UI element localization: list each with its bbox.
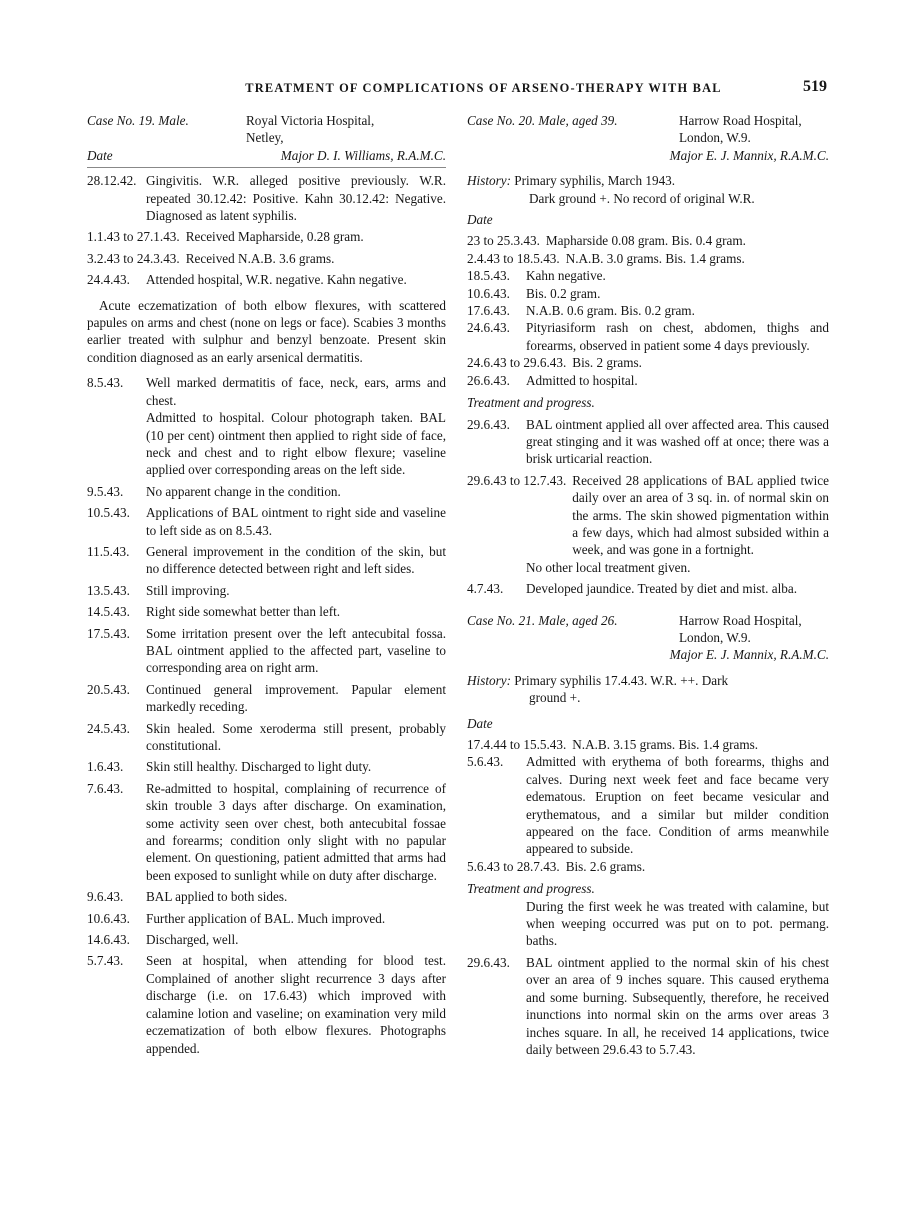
case20-label: Case No. 20. Male, aged 39. <box>467 113 618 128</box>
left-column <box>87 112 446 1057</box>
case21-history-cont: ground +. <box>529 690 581 706</box>
case19-entry: 10.6.43. Further application of BAL. Much improved. <box>87 910 386 926</box>
case19-entry: 7.6.43. Re-admitted to hospital, complaining of recurrence of skin trouble 3 days after discharge. On examination, some activity seen over chest, both antecubital fossae and forearms; condition only slight with no papular element. On questioning, patient admitted that arms had been exposed to sunlight while on duty after discharge. <box>87 780 446 883</box>
case21-label: Case No. 21. Male, aged 26. <box>467 612 618 628</box>
case20-entry-cont: No other local treatment given. <box>526 559 691 575</box>
case21-entries-a <box>467 736 829 875</box>
case20-officer: Major E. J. Mannix, R.A.M.C. <box>669 147 829 163</box>
case21-entries-b <box>467 954 829 1058</box>
running-head <box>0 80 907 100</box>
case19-entry: 14.5.43. Right side somewhat better than left. <box>87 604 341 620</box>
case19-entry: 3.2.43 to 24.3.43. Received N.A.B. 3.6 grams. <box>87 250 335 266</box>
case21-entry: 5.6.43 to 28.7.43. Bis. 2.6 grams. <box>467 858 646 874</box>
case21-treatment-heading: Treatment and progress. <box>467 881 595 897</box>
case20-entry: 29.6.43. BAL ointment applied all over affected area. This caused great stinging and it was washed off at once; there was a brisk urticarial reaction. <box>467 416 829 467</box>
case20-header <box>467 112 829 164</box>
case20-history: History: Primary syphilis, March 1943. <box>467 173 676 189</box>
case19-entry: 13.5.43. Still improving. <box>87 582 230 598</box>
case19-entry: 24.5.43. Skin healed. Some xeroderma still present, probably constitutional. <box>87 720 446 753</box>
page-number: 519 <box>803 78 827 95</box>
case19-entry: 9.6.43. BAL applied to both sides. <box>87 889 288 905</box>
divider <box>87 167 446 168</box>
case19-summary-paragraph: Acute eczematization of both elbow flexures, with scattered papules on arms and chest (none on legs or face). Scabies 3 months earlier treated with sulphur and benzyl benzoate. Present skin condition diagnosed as an early arsenical dermatitis. <box>87 297 446 365</box>
case19-entry: 5.7.43. Seen at hospital, when attending for blood test. Complained of another slight recurrence 3 days after discharge (i.e. on 17.6.43) which improved with calamine lotion and vaseline; on examination very mild eczematization of both elbow flexures. Photographs appended. <box>87 953 446 1056</box>
case21-treatment-text: During the first week he was treated with calamine, but when weeping occurred was put on to pot. permang. baths. <box>526 898 829 949</box>
case21-entry: 5.6.43. Admitted with erythema of both forearms, thighs and calves. During next week feet and face became very edematous. Eruption on feet became vesicular and erythematous, and a similar but milder condition appeared on the face. Condition of arms meanwhile appeared to subside. <box>467 754 829 857</box>
case19-entry: 1.1.43 to 27.1.43. Received Mapharside, 0.28 gram. <box>87 229 364 245</box>
case21-entry: 17.4.44 to 15.5.43. N.A.B. 3.15 grams. Bis. 1.4 grams. <box>467 737 759 752</box>
case20-entry: 26.6.43. Admitted to hospital. <box>467 372 638 388</box>
case19-entry: 14.6.43. Discharged, well. <box>87 932 239 948</box>
case20-treatment-heading: Treatment and progress. <box>467 395 595 411</box>
case19-date-label: Date <box>87 147 113 163</box>
case19-entries-a <box>87 172 446 288</box>
case21-officer: Major E. J. Mannix, R.A.M.C. <box>669 647 829 663</box>
case19-header <box>87 112 446 164</box>
running-title: TREATMENT OF COMPLICATIONS OF ARSENO-THERAPY WITH BAL <box>245 81 722 95</box>
case20-entry: 18.5.43. Kahn negative. <box>467 268 606 284</box>
case19-officer: Major D. I. Williams, R.A.M.C. <box>280 147 446 163</box>
case19-entry: 17.5.43. Some irritation present over the left antecubital fossa. BAL ointment applied to the affected part, vaseline to corresponding area on right arm. <box>87 625 446 676</box>
case20-entry: 29.6.43 to 12.7.43. Received 28 applications of BAL applied twice daily over an area of 3 sq. in. of normal skin on the arms. The skin showed pigmentation within a few days, which had almost subsided within a week, and was gone in a fortnight. <box>467 472 829 558</box>
case21-header <box>467 612 829 664</box>
case20-hospital: Harrow Road Hospital, London, W.9. <box>679 113 802 146</box>
case19-entry: 20.5.43. Continued general improvement. Papular element markedly receding. <box>87 681 446 715</box>
case20-history-cont: Dark ground +. No record of original W.R. <box>529 190 755 206</box>
case20-entry: 10.6.43. Bis. 0.2 gram. <box>467 285 601 301</box>
case20-entries-b <box>467 416 829 598</box>
case19-entry: 8.5.43. Well marked dermatitis of face, neck, ears, arms and chest. Admitted to hospital. Colour photograph taken. BAL (10 per cent) ointment then applied to right side of face, neck and chest and to right elbow flexure; vaseline applied over corresponding areas on the left side. <box>87 375 446 478</box>
right-column <box>467 112 829 1058</box>
case19-entry: 11.5.43. General improvement in the condition of the skin, but no difference detected between right and left sides. <box>87 543 446 577</box>
case20-entry: 23 to 25.3.43. Mapharside 0.08 gram. Bis. 0.4 gram. <box>467 233 746 249</box>
case20-entry: 2.4.43 to 18.5.43. N.A.B. 3.0 grams. Bis. 1.4 grams. <box>467 250 745 266</box>
case20-date-label: Date <box>467 212 493 228</box>
case21-hospital: Harrow Road Hospital, London, W.9. <box>679 612 802 645</box>
case21-history: History: Primary syphilis 17.4.43. W.R. ++. Dark <box>467 672 729 688</box>
case20-entry: 4.7.43. Developed jaundice. Treated by diet and mist. alba. <box>467 581 798 597</box>
case19-label: Case No. 19. Male. <box>87 113 189 128</box>
case19-entry: 1.6.43. Skin still healthy. Discharged to light duty. <box>87 759 372 775</box>
case20-entries-a <box>467 232 829 389</box>
case21-date-label: Date <box>467 715 493 731</box>
case19-entry: 28.12.42. Gingivitis. W.R. alleged positive previously. W.R. repeated 30.12.42: Positive. Kahn 30.12.42: Negative. Diagnosed as latent syphilis. <box>87 173 446 224</box>
case19-entry: 9.5.43. No apparent change in the condition. <box>87 483 341 499</box>
case21-entry: 29.6.43. BAL ointment applied to the normal skin of his chest over an area of 9 inches square. This caused erythema and some burning. Subsequently, therefore, he received inunctions into normal skin on the arms over areas 3 inches square. In all, he received 14 applications, twice daily between 29.6.43 to 5.7.43. <box>467 954 829 1057</box>
case20-entry: 24.6.43 to 29.6.43. Bis. 2 grams. <box>467 355 642 371</box>
case19-entries-b <box>87 374 446 1057</box>
case19-entry: 10.5.43. Applications of BAL ointment to right side and vaseline to left side as on 8.5.43. <box>87 505 446 538</box>
case19-entry: 24.4.43. Attended hospital, W.R. negative. Kahn negative. <box>87 272 407 288</box>
case20-entry: 17.6.43. N.A.B. 0.6 gram. Bis. 0.2 gram. <box>467 303 695 319</box>
case19-hospital: Royal Victoria Hospital, Netley, <box>246 113 375 146</box>
case20-entry: 24.6.43. Pityriasiform rash on chest, abdomen, thighs and forearms, observed in patient some 4 days previously. <box>467 320 829 353</box>
